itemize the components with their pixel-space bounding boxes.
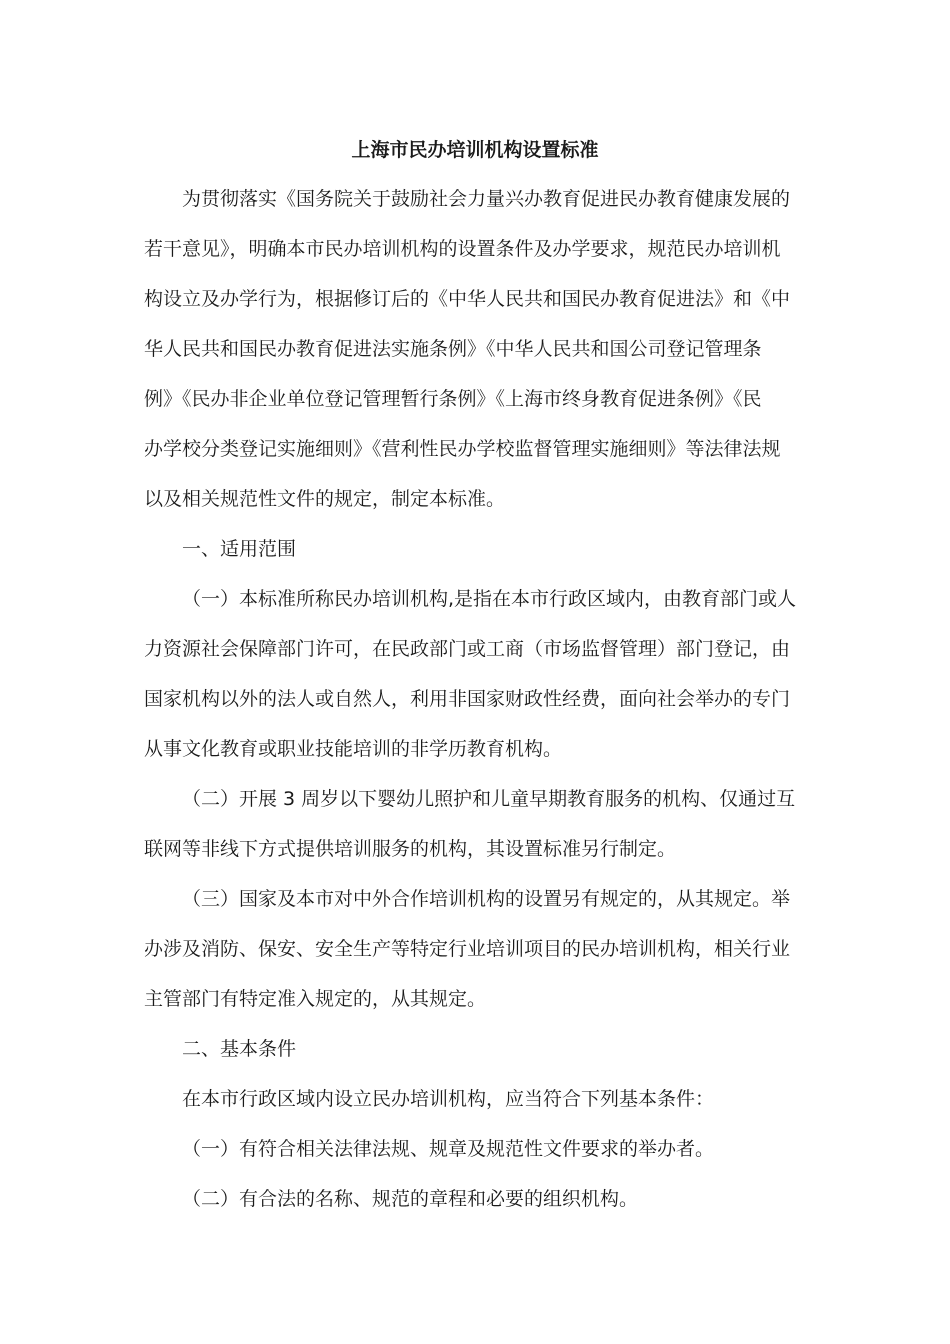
paragraph-line: 从事文化教育或职业技能培训的非学历教育机构。	[144, 738, 563, 760]
paragraph-line: 构设立及办学行为，根据修订后的《中华人民共和国民办教育促进法》和《中	[144, 288, 791, 310]
paragraph-line: 主管部门有特定准入规定的，从其规定。	[144, 988, 487, 1010]
paragraph-line: （一）有符合相关法律法规、规章及规范性文件要求的举办者。	[182, 1138, 715, 1160]
paragraph-line: （一）本标准所称民办培训机构,是指在本市行政区域内，由教育部门或人	[182, 588, 797, 610]
paragraph-line: 华人民共和国民办教育促进法实施条例》《中华人民共和国公司登记管理条	[144, 338, 762, 360]
section-heading: 二、基本条件	[182, 1038, 297, 1060]
paragraph-line: 若干意见》，明确本市民办培训机构的设置条件及办学要求，规范民办培训机	[144, 238, 781, 260]
paragraph-line: 为贯彻落实《国务院关于鼓励社会力量兴办教育促进民办教育健康发展的	[182, 188, 791, 210]
paragraph-line: 办学校分类登记实施细则》《营利性民办学校监督管理实施细则》等法律法规	[144, 438, 781, 460]
paragraph-line: （二）开展 3 周岁以下婴幼儿照护和儿童早期教育服务的机构、仅通过互	[182, 788, 796, 810]
paragraph-line: 在本市行政区域内设立民办培训机构，应当符合下列基本条件：	[182, 1088, 715, 1110]
paragraph-line: 联网等非线下方式提供培训服务的机构，其设置标准另行制定。	[144, 838, 677, 860]
paragraph-line: 以及相关规范性文件的规定，制定本标准。	[144, 488, 506, 510]
document-title: 上海市民办培训机构设置标准	[351, 139, 599, 161]
paragraph-line: （二）有合法的名称、规范的章程和必要的组织机构。	[182, 1188, 639, 1210]
paragraph-line: 例》《民办非企业单位登记管理暂行条例》《上海市终身教育促进条例》《民	[144, 388, 762, 410]
paragraph-line: （三）国家及本市对中外合作培训机构的设置另有规定的，从其规定。举	[182, 888, 791, 910]
section-heading: 一、适用范围	[182, 538, 297, 560]
paragraph-line: 国家机构以外的法人或自然人，利用非国家财政性经费，面向社会举办的专门	[144, 688, 791, 710]
paragraph-line: 力资源社会保障部门许可，在民政部门或工商（市场监督管理）部门登记，由	[144, 638, 791, 660]
paragraph-line: 办涉及消防、保安、安全生产等特定行业培训项目的民办培训机构，相关行业	[144, 938, 791, 960]
